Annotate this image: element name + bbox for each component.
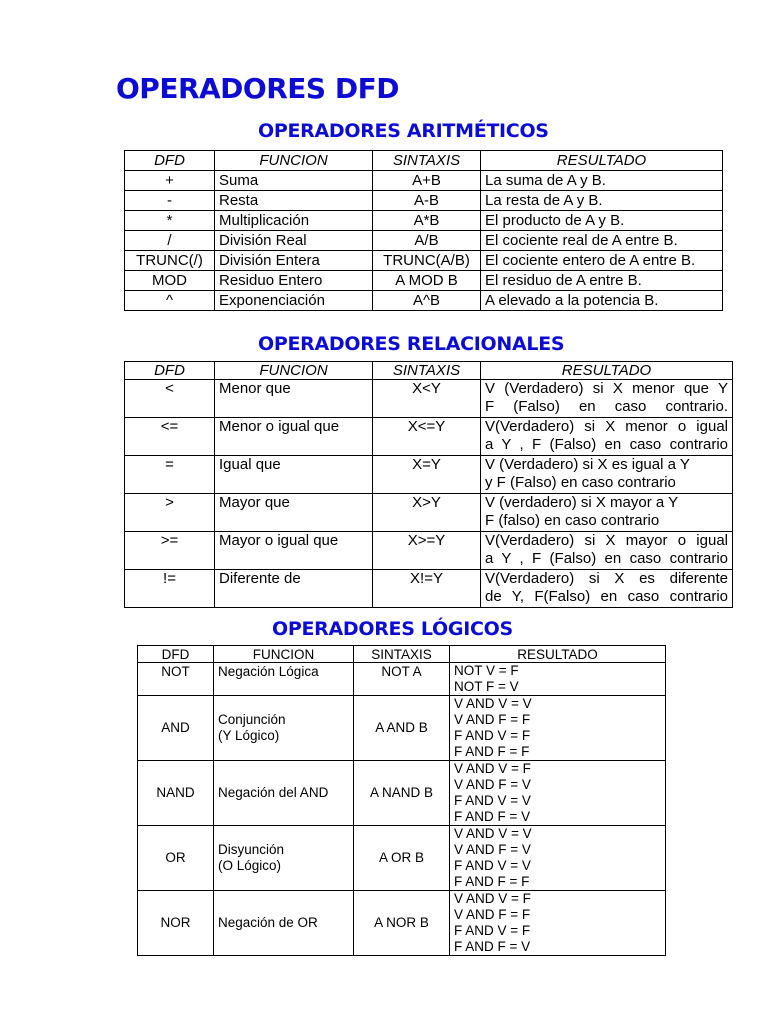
header-dfd: DFD (138, 646, 214, 663)
table-row (125, 171, 723, 191)
table-row (125, 271, 723, 291)
cell-funcion: Menor o igual que (215, 418, 373, 456)
cell-resultado: V AND V = V V AND F = V F AND V = V F AND F = F (450, 826, 666, 891)
table-row (125, 456, 733, 494)
cell-funcion: Negación de OR (214, 891, 354, 956)
cell-resultado: NOT V = F NOT F = V (450, 663, 666, 696)
table-row (125, 291, 723, 311)
cell-dfd: TRUNC(/) (125, 251, 215, 271)
cell-dfd: OR (138, 826, 214, 891)
cell-dfd: > (125, 494, 215, 532)
cell-sintaxis: A NAND B (354, 761, 450, 826)
cell-funcion: Menor que (215, 380, 373, 418)
header-funcion: FUNCION (215, 362, 373, 380)
cell-resultado: V (verdadero) si X mayor a Y F (falso) en caso contrario (481, 494, 733, 532)
cell-dfd: NOT (138, 663, 214, 696)
cell-funcion: Diferente de (215, 570, 373, 608)
table-header-row (138, 646, 666, 663)
cell-sintaxis: X>=Y (373, 532, 481, 570)
cell-resultado: V(Verdadero) si X mayor o igual a Y , F (Falso) en caso contrario (481, 532, 733, 570)
cell-sintaxis: X!=Y (373, 570, 481, 608)
cell-resultado: A elevado a la potencia B. (481, 291, 723, 311)
table-row (125, 418, 733, 456)
cell-dfd: ^ (125, 291, 215, 311)
arithmetic-section-title: OPERADORES ARITMÉTICOS (258, 120, 549, 142)
cell-resultado: V AND V = F V AND F = F F AND V = F F AND F = V (450, 891, 666, 956)
cell-sintaxis: X<=Y (373, 418, 481, 456)
cell-dfd: != (125, 570, 215, 608)
table-row (138, 663, 666, 696)
table-row (138, 891, 666, 956)
cell-resultado: El residuo de A entre B. (481, 271, 723, 291)
cell-funcion: Suma (215, 171, 373, 191)
header-sintaxis: SINTAXIS (354, 646, 450, 663)
cell-funcion: Negación del AND (214, 761, 354, 826)
relational-section-title: OPERADORES RELACIONALES (258, 333, 565, 355)
cell-dfd: AND (138, 696, 214, 761)
cell-sintaxis: NOT A (354, 663, 450, 696)
cell-resultado: La resta de A y B. (481, 191, 723, 211)
cell-resultado: V (Verdadero) si X menor que Y F (Falso) en caso contrario. (481, 380, 733, 418)
table-row (125, 380, 733, 418)
cell-resultado: El cociente real de A entre B. (481, 231, 723, 251)
table-header-row (125, 362, 733, 380)
cell-funcion: Resta (215, 191, 373, 211)
logical-section-title: OPERADORES LÓGICOS (272, 618, 513, 640)
cell-dfd: < (125, 380, 215, 418)
table-row (125, 191, 723, 211)
header-dfd: DFD (125, 362, 215, 380)
table-row (125, 494, 733, 532)
cell-resultado: La suma de A y B. (481, 171, 723, 191)
cell-dfd: / (125, 231, 215, 251)
cell-resultado: V AND V = F V AND F = V F AND V = V F AND F = V (450, 761, 666, 826)
cell-dfd: - (125, 191, 215, 211)
header-resultado: RESULTADO (481, 151, 723, 171)
cell-sintaxis: A AND B (354, 696, 450, 761)
cell-sintaxis: A+B (373, 171, 481, 191)
table-row (125, 251, 723, 271)
table-header-row (125, 151, 723, 171)
header-funcion: FUNCION (215, 151, 373, 171)
cell-funcion: División Entera (215, 251, 373, 271)
cell-sintaxis: A MOD B (373, 271, 481, 291)
cell-funcion: Mayor o igual que (215, 532, 373, 570)
cell-funcion: Residuo Entero (215, 271, 373, 291)
table-row (138, 826, 666, 891)
cell-dfd: MOD (125, 271, 215, 291)
page-title: OPERADORES DFD (116, 72, 399, 105)
relational-operators-table (124, 361, 733, 608)
cell-funcion: Mayor que (215, 494, 373, 532)
table-row (125, 570, 733, 608)
header-funcion: FUNCION (214, 646, 354, 663)
cell-funcion: Negación Lógica (214, 663, 354, 696)
cell-sintaxis: A*B (373, 211, 481, 231)
cell-sintaxis: A OR B (354, 826, 450, 891)
cell-sintaxis: X=Y (373, 456, 481, 494)
cell-funcion: Conjunción (Y Lógico) (214, 696, 354, 761)
cell-dfd: NOR (138, 891, 214, 956)
cell-funcion: División Real (215, 231, 373, 251)
header-sintaxis: SINTAXIS (373, 151, 481, 171)
cell-resultado: V(Verdadero) si X es diferente de Y, F(Falso) en caso contrario (481, 570, 733, 608)
cell-sintaxis: X<Y (373, 380, 481, 418)
table-row (125, 231, 723, 251)
table-row (125, 211, 723, 231)
header-resultado: RESULTADO (481, 362, 733, 380)
cell-dfd: + (125, 171, 215, 191)
table-row (138, 696, 666, 761)
cell-resultado: El producto de A y B. (481, 211, 723, 231)
cell-resultado: V AND V = V V AND F = F F AND V = F F AND F = F (450, 696, 666, 761)
cell-resultado: V (Verdadero) si X es igual a Y y F (Falso) en caso contrario (481, 456, 733, 494)
table-row (138, 761, 666, 826)
cell-funcion: Igual que (215, 456, 373, 494)
logical-operators-table (137, 645, 666, 956)
cell-sintaxis: A^B (373, 291, 481, 311)
cell-sintaxis: X>Y (373, 494, 481, 532)
cell-funcion: Exponenciación (215, 291, 373, 311)
header-sintaxis: SINTAXIS (373, 362, 481, 380)
cell-dfd: = (125, 456, 215, 494)
cell-resultado: V(Verdadero) si X menor o igual a Y , F (Falso) en caso contrario (481, 418, 733, 456)
header-dfd: DFD (125, 151, 215, 171)
cell-dfd: <= (125, 418, 215, 456)
cell-funcion: Multiplicación (215, 211, 373, 231)
cell-sintaxis: TRUNC(A/B) (373, 251, 481, 271)
cell-sintaxis: A NOR B (354, 891, 450, 956)
cell-sintaxis: A-B (373, 191, 481, 211)
cell-sintaxis: A/B (373, 231, 481, 251)
cell-resultado: El cociente entero de A entre B. (481, 251, 723, 271)
cell-funcion: Disyunción (O Lógico) (214, 826, 354, 891)
cell-dfd: >= (125, 532, 215, 570)
cell-dfd: NAND (138, 761, 214, 826)
table-row (125, 532, 733, 570)
cell-dfd: * (125, 211, 215, 231)
arithmetic-operators-table (124, 150, 723, 311)
header-resultado: RESULTADO (450, 646, 666, 663)
